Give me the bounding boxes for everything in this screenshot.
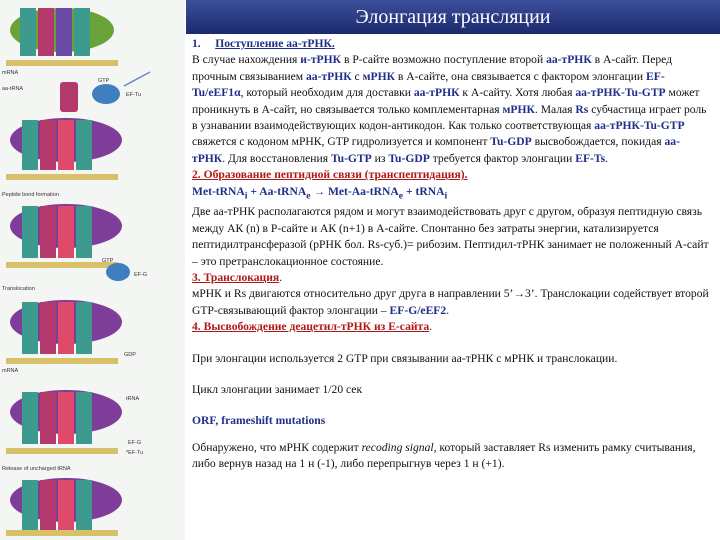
ribosome-stage-1 bbox=[2, 8, 118, 76]
svg-text:GTP: GTP bbox=[102, 258, 114, 264]
incoming-trna-1 bbox=[2, 72, 150, 112]
section-3-heading: 3. Транслокация. bbox=[192, 271, 283, 284]
elongation-cycle-figure bbox=[0, 0, 185, 540]
paragraph-3: мРНК и Rs двигаются относительно друг друга в направлении 5’→3’. Транслокации содействует второй GTP-связывающий фактор элонгации – EF-G/eEF2. bbox=[192, 287, 709, 317]
section-2-heading: 2. Образование пептидной связи (транспептидация). bbox=[192, 168, 468, 182]
svg-text:EF-G: EF-G bbox=[128, 440, 142, 446]
svg-text:GTP: GTP bbox=[98, 78, 110, 84]
svg-text:EF-Tu: EF-Tu bbox=[126, 92, 142, 98]
mrna-label-1: mRNA bbox=[2, 70, 19, 76]
paragraph-1: В случае нахождения и-тРНК в Р-сайте возможно поступление второй аа-тРНК в А-сайт. Перед прочным связыванием аа-тРНК с мРНК в А-сайте, она связывается с фактором элонгации EF-Tu/eEF1α, который необходим для доставки аа-тРНК к А-сайту. Хотя любая аа-тРНК-Tu-GTP может проникнуть в А-сайт, но связывается только комплементарная мРНК. Малая Rs субчастица играет роль в узнавании взаимодействующих кодон-антикодон. Как только соответствующая аа-тРНК-Tu-GTP свяжется с кодоном мРНК, GTP гидролизуется и компонент Tu-GDP высвобождается, покидая аа-тРНК. Для восстановления Tu-GTP из Tu-GDP требуется фактор элонгации EF-Ts. bbox=[192, 53, 707, 165]
svg-text:mRNA: mRNA bbox=[2, 368, 19, 374]
svg-text:Peptide bond formation: Peptide bond formation bbox=[2, 192, 59, 198]
svg-text:GDP: GDP bbox=[124, 352, 136, 358]
ribosome-stage-5 bbox=[6, 390, 143, 456]
paragraph-7: Обнаружено, что мРНК содержит recoding signal, который заставляет Rs изменить рамку считывания, либо вернув назад на 1 н (-1), либо перепрыгнув через 1 н (+1). bbox=[192, 440, 696, 471]
slide-text bbox=[192, 36, 712, 473]
slide-title-bar bbox=[186, 0, 720, 34]
ribosome-stage-2 bbox=[6, 118, 122, 180]
paragraph-6: ORF, frameshift mutations bbox=[192, 414, 326, 428]
paragraph-5: Цикл элонгации занимает 1/20 сек bbox=[192, 383, 363, 397]
svg-text:tRNA: tRNA bbox=[126, 396, 140, 402]
reaction-equation: Met-tRNA$_i$ + Aa-tRNA$_e$ → Met-Aa-tRNA$_e$ + tRNA$_i$ bbox=[192, 184, 448, 201]
ribosome-stage-6 bbox=[6, 478, 122, 536]
svg-text:EF-G: EF-G bbox=[134, 272, 148, 278]
svg-text:Translocation: Translocation bbox=[2, 286, 35, 292]
svg-text:Release of uncharged tRNA: Release of uncharged tRNA bbox=[2, 466, 71, 472]
section-4-heading: 4. Высвобождение деацетил-тРНК из Е-сайта. bbox=[192, 320, 433, 334]
ribosome-stage-3 bbox=[6, 204, 147, 281]
svg-text:aa-tRNA: aa-tRNA bbox=[2, 86, 24, 92]
paragraph-4: При элонгации используется 2 GTP при связывании аа-тРНК с мРНК и транслокации. bbox=[192, 351, 618, 365]
page-title: Элонгация трансляции bbox=[355, 6, 551, 28]
section-1-heading: 1. Поступление аа-тРНК. bbox=[192, 37, 335, 50]
paragraph-2: Две аа-тРНК располагаются рядом и могут взаимодействовать друг с другом, образуя пептидную связь между АК (n) в Р-сайте и АК (n+1) в А-сайте. Спонтанно без затраты энергии, катализируется пептидилтрансферазой (рРНК бол. Rs-суб.)= рибозим. Пептидил-тРНК занимает не положенный А-сайт – это претранслокационное состояние. bbox=[192, 205, 709, 268]
elongation-diagram bbox=[0, 0, 185, 540]
svg-text:*EF-Tu: *EF-Tu bbox=[126, 450, 144, 456]
ribosome-stage-4 bbox=[2, 300, 136, 374]
